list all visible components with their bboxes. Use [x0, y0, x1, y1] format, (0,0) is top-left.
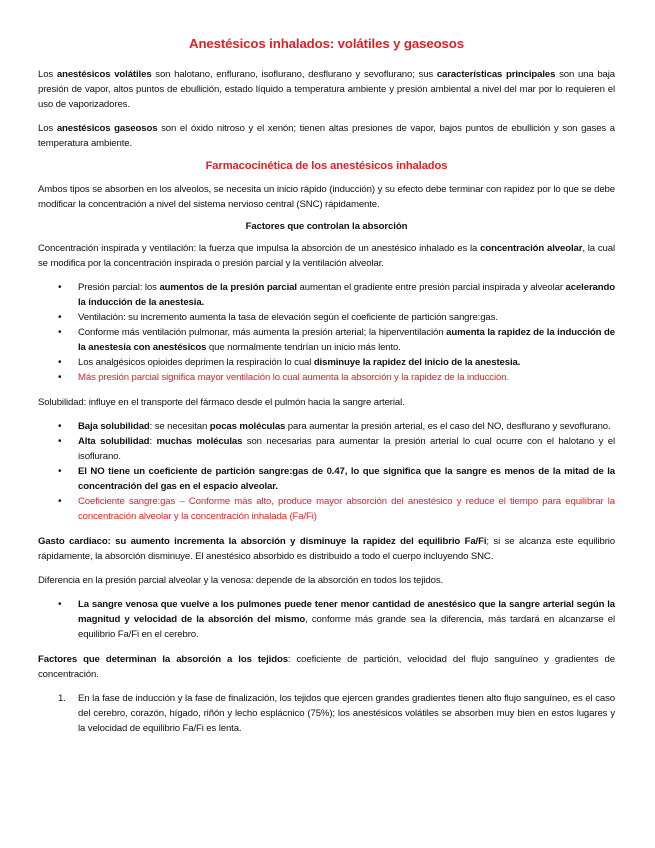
- bold-text: Alta solubilidad: [78, 436, 150, 447]
- bold-text: características principales: [436, 69, 556, 80]
- paragraph-gaseous-anesthetics: [38, 121, 615, 151]
- section-title-pharmacokinetics: Farmacocinética de los anestésicos inhalados: [205, 160, 448, 172]
- list-item: [38, 355, 615, 370]
- list-item: [38, 419, 615, 434]
- document-title: Anestésicos inhalados: volátiles y gaseosos: [189, 36, 464, 51]
- bold-text: Gasto cardiaco: su aumento incrementa la absorción y disminuye la rapidez del equilibrio Fa/Fi: [38, 536, 487, 547]
- bullet-list-venous-blood: [38, 597, 615, 642]
- text: : se necesitan: [149, 421, 210, 432]
- text: Conforme más ventilación pulmonar, más aumenta la presión arterial; la hiperventilación: [78, 327, 447, 338]
- text: :: [149, 436, 157, 447]
- text: Los: [38, 69, 57, 80]
- paragraph-volatile-anesthetics: [38, 67, 615, 112]
- bold-text: aumentos de la presión parcial: [159, 282, 297, 293]
- text: son el óxido nitroso y el xenón; tienen altas presiones de vapor, bajos puntos de ebullición y son gases a temperatura ambiente.: [38, 123, 615, 149]
- list-number: 1.: [58, 693, 66, 704]
- list-item: [38, 434, 615, 464]
- paragraph-absorption-intro: Ambos tipos se absorben en los alveolos, se necesita un inicio rápido (inducción) y su efecto debe terminar con rapidez por lo que se debe modificar la concentración a nivel del sistema nervioso central (SNC) rápidamente.: [38, 184, 615, 210]
- bold-text: acelerando la inducción de la anestesia.: [78, 282, 615, 308]
- bold-text: aumenta la rapidez de la inducción de la anestesia con anestésicos: [78, 327, 616, 353]
- list-item: • Ventilación: su incremento aumenta la tasa de elevación según el coeficiente de partición sangre:gas.: [38, 310, 615, 325]
- heading-absorption-factors: Factores que controlan la absorción: [245, 221, 408, 232]
- bold-text: pocas moléculas: [209, 421, 286, 432]
- numbered-list-tissues: [38, 691, 615, 736]
- list-item: [38, 325, 615, 355]
- bullet-list-ventilation: [38, 280, 615, 385]
- bold-text: El NO tiene un coeficiente de partición sangre:gas de 0.47, lo que significa que la sangre es menos de la mitad de la concentración del gas en el espacio alveolar.: [78, 466, 615, 492]
- text: , la cual se modifica por la concentración inspirada o presión parcial y la ventilación alveolar.: [38, 243, 615, 269]
- text: para aumentar la presión arterial, es el caso del NO, desflurano y sevoflurano.: [285, 421, 611, 432]
- text: son una baja presión de vapor, altos puntos de ebullición, estado líquido a temperatura ambiente y presión ambiental a nivel del mar por lo requieren el uso de vaporizadores.: [38, 69, 615, 110]
- list-item-highlight: • Más presión parcial significa mayor ventilación lo cual aumenta la absorción y la rapidez de la inducción.: [38, 370, 615, 385]
- paragraph-solubility: Solubilidad: influye en el transporte del fármaco desde el pulmón hacia la sangre arterial.: [38, 397, 405, 408]
- bold-text: La sangre venosa que vuelve a los pulmones puede tener menor cantidad de anestésico que la sangre arterial según la magnitud y velocidad de la absorción del mismo: [78, 599, 615, 625]
- text: ; si se alcanza este equilibrio rápidamente, la absorción disminuye. El anestésico absorbido es distribuido a todo el cuerpo incluyendo SNC.: [38, 536, 616, 562]
- list-item: [38, 464, 615, 494]
- paragraph-tissue-absorption-factors: [38, 652, 615, 682]
- text: son halotano, enflurano, isoflurano, desflurano y sevoflurano; sus: [151, 69, 437, 80]
- text: En la fase de inducción y la fase de finalización, los tejidos que ejercen grandes gradientes tienen alto flujo sanguíneo, es el caso del cerebro, corazón, hígado, riñón y lecho esplácnico (75%); los anestésicos volátiles se absorben muy bien en estos lugares y la velocidad de equilibrio Fa/Fi es lenta.: [78, 693, 615, 734]
- text: que normalmente tendrían un inicio más lento.: [206, 342, 401, 353]
- bold-text: Factores que determinan la absorción a los tejidos: [38, 654, 288, 665]
- bold-text: anestésicos gaseosos: [56, 123, 158, 134]
- list-item: [38, 280, 615, 310]
- text: son necesarias para aumentar la presión arterial lo cual ocurre con el halotano y el isoflurano.: [78, 436, 616, 462]
- text: Concentración inspirada y ventilación: la fuerza que impulsa la absorción de un anestésico inhalado es la: [38, 243, 481, 254]
- paragraph-partial-pressure-difference: Diferencia en la presión parcial alveolar y la venosa: depende de la absorción en todos los tejidos.: [38, 575, 444, 586]
- text: Los: [38, 123, 57, 134]
- text: Presión parcial: los: [78, 282, 160, 293]
- list-item-highlight: • Coeficiente sangre:gas – Conforme más alto, produce mayor absorción del anestésico y reduce el tiempo para equilibrar la concentración alveolar y la concentración inhalada (Fa/Fi): [38, 494, 615, 524]
- bold-text: disminuye la rapidez del inicio de la anestesia.: [313, 357, 521, 368]
- bold-text: muchas moléculas: [156, 436, 243, 447]
- text: , conforme más grande sea la diferencia, más tardará en alcanzarse el equilibrio Fa/Fi en el cerebro.: [78, 614, 615, 640]
- bullet-list-solubility: [38, 419, 615, 524]
- text: : coeficiente de partición, velocidad del flujo sanguíneo y gradientes de concentración.: [38, 654, 615, 680]
- bold-text: Baja solubilidad: [78, 421, 150, 432]
- paragraph-cardiac-output: [38, 534, 615, 564]
- list-item: [38, 691, 615, 736]
- bold-text: anestésicos volátiles: [56, 69, 152, 80]
- text: Los analgésicos opioides deprimen la respiración lo cual: [78, 357, 314, 368]
- paragraph-inspired-concentration: [38, 241, 615, 271]
- bold-text: concentración alveolar: [480, 243, 583, 254]
- list-item: [38, 597, 615, 642]
- text: aumentan el gradiente entre presión parcial inspirada y alveolar: [296, 282, 566, 293]
